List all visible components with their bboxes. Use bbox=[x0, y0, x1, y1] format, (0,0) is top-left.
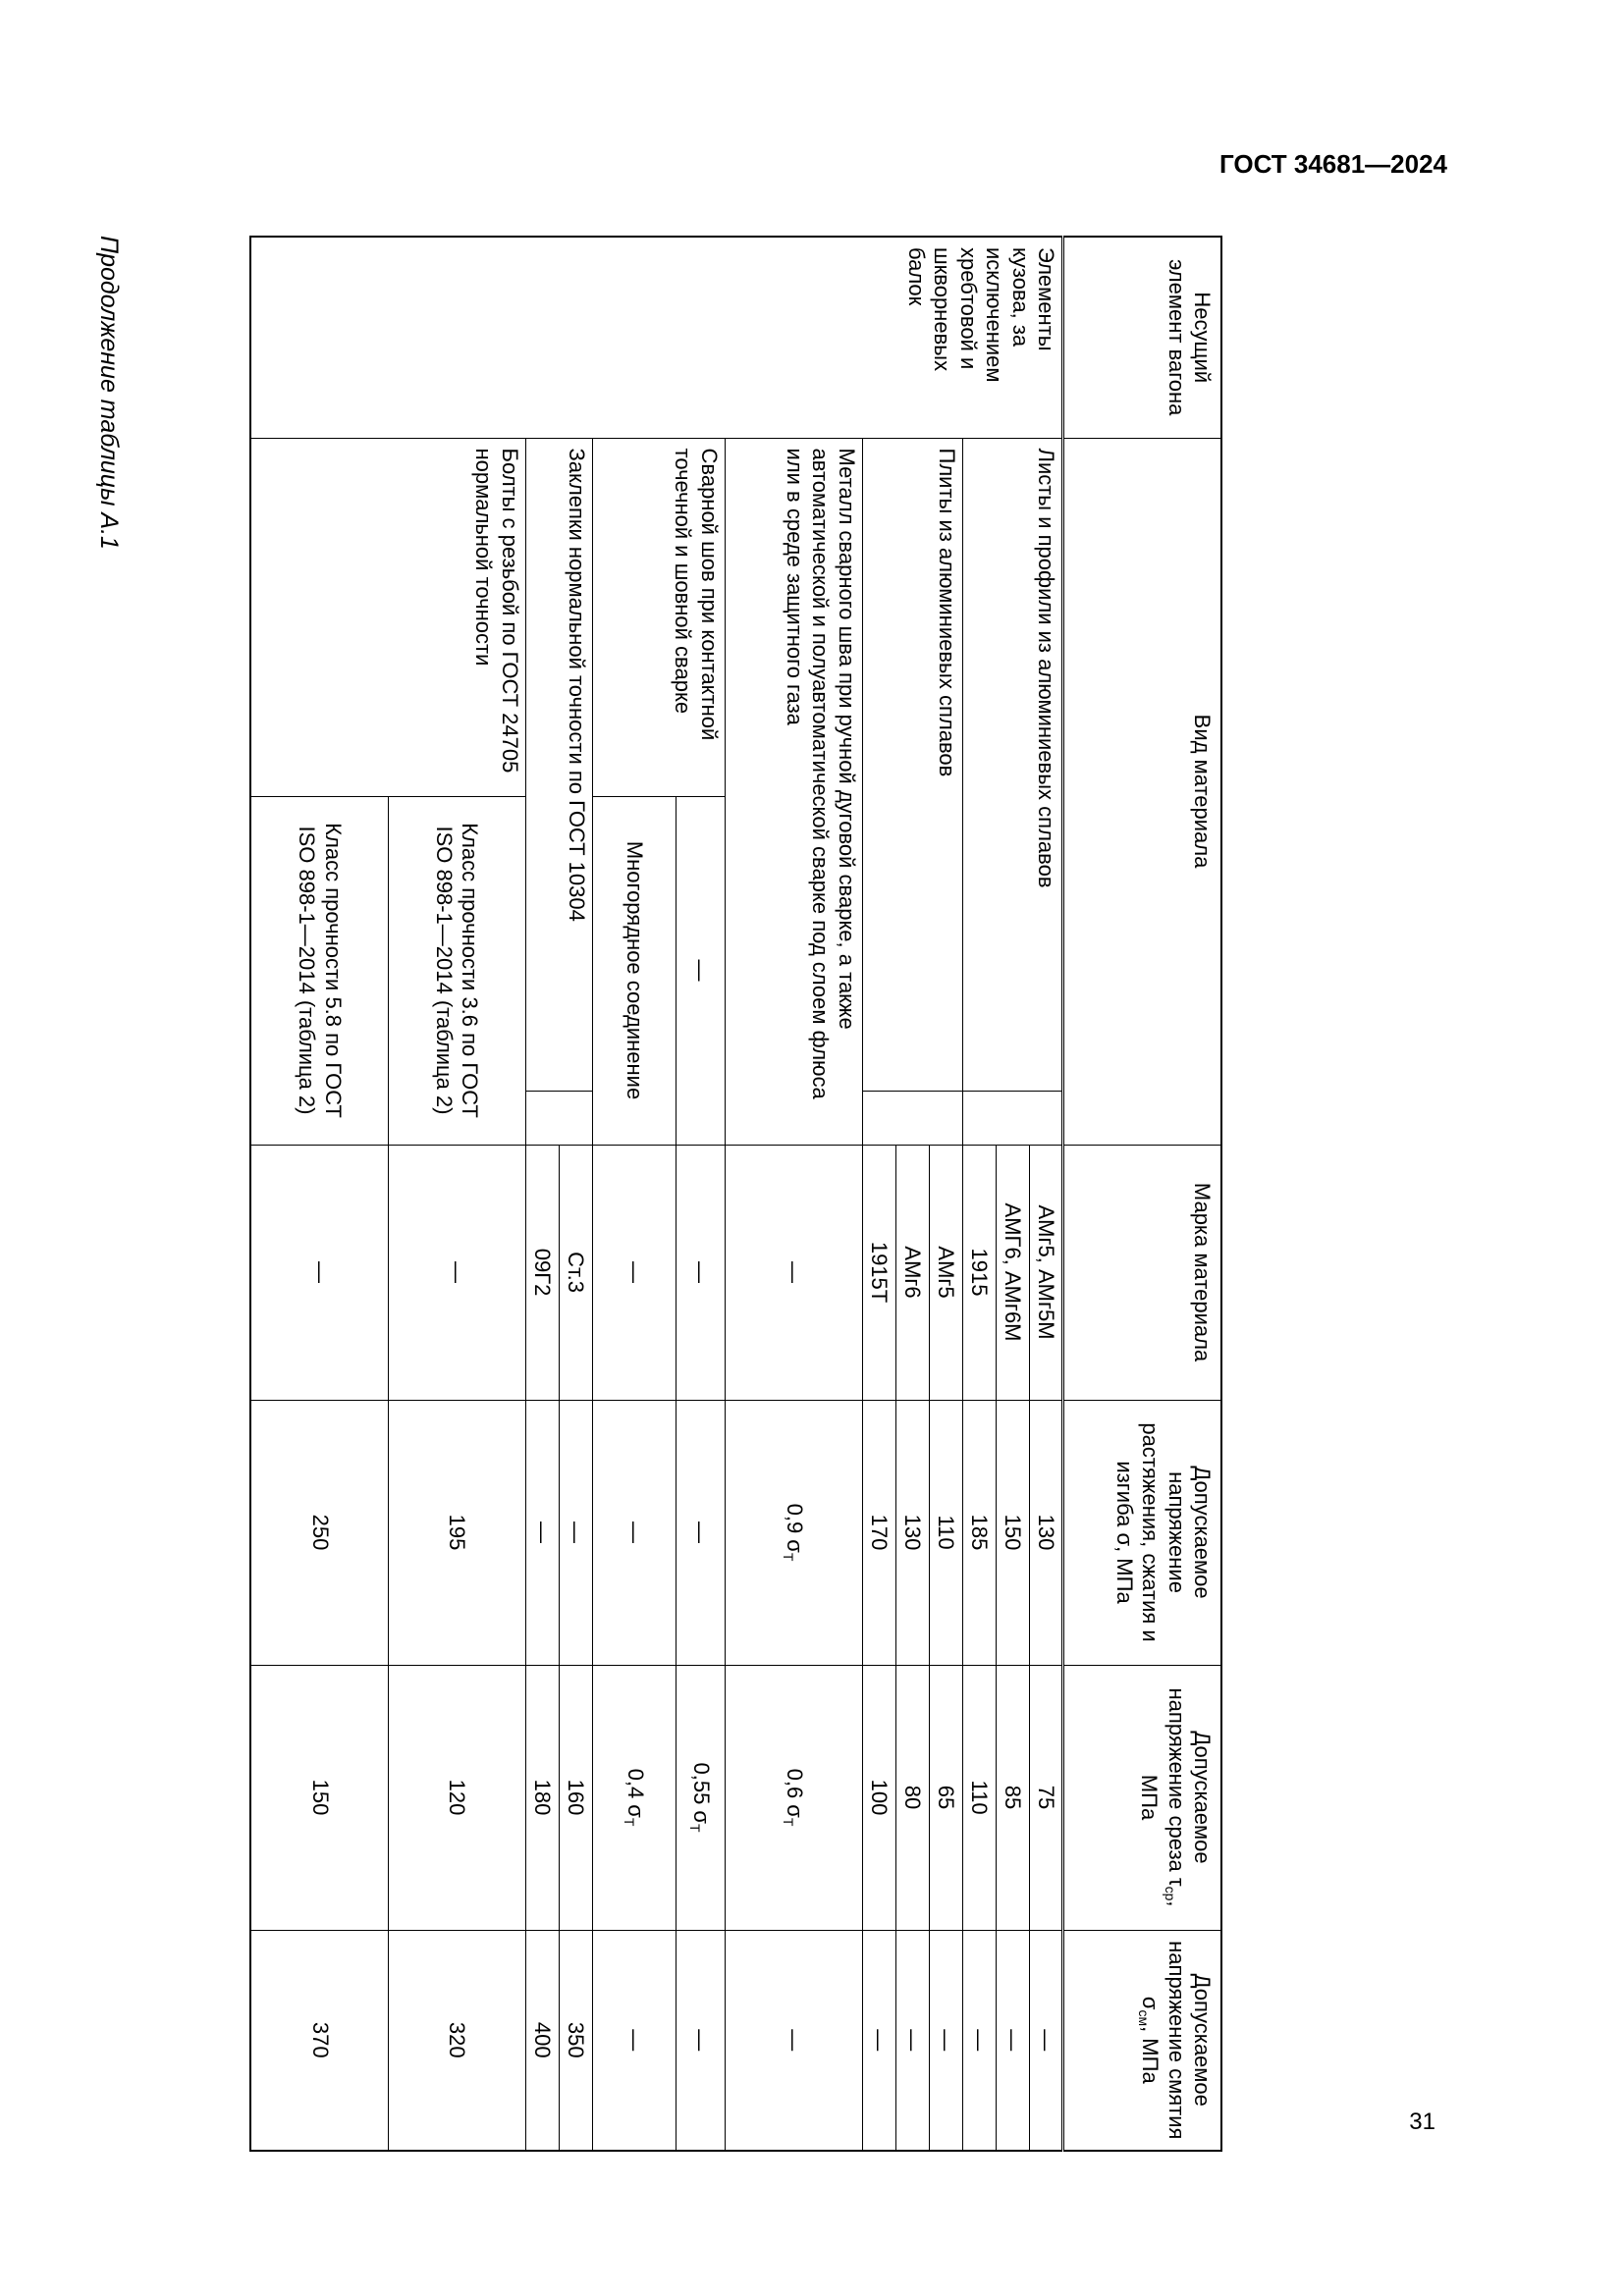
tension-cell: 185 bbox=[962, 1400, 996, 1665]
tension-cell: — bbox=[559, 1400, 592, 1665]
grade-cell: — bbox=[250, 1145, 388, 1400]
document-code: ГОСТ 34681—2024 bbox=[1219, 149, 1447, 179]
grade-cell: — bbox=[676, 1145, 725, 1400]
grade-cell: — bbox=[388, 1145, 525, 1400]
header-tension: Допускаемое напряжение растяжения, сжатия и изгиба σ, МПа bbox=[1063, 1400, 1222, 1665]
header-bearing: Допускаемое напряжение смятия $\sigma_{см}$, МПа bbox=[1063, 1930, 1222, 2151]
grade-cell: 09Г2 bbox=[525, 1145, 559, 1400]
header-element: Несущий элемент вагона bbox=[1063, 237, 1222, 438]
shear-cell: 65 bbox=[929, 1665, 962, 1930]
sub-kind-cell: Класс прочности 3.6 по ГОСТ ISO 898-1—2014 (таблица 2) bbox=[388, 796, 525, 1145]
shear-cell: 110 bbox=[962, 1665, 996, 1930]
bearing-cell: — bbox=[962, 1930, 996, 2151]
tension-cell: — bbox=[525, 1400, 559, 1665]
tension-cell: 110 bbox=[929, 1400, 962, 1665]
shear-cell: 0,4 $\sigma_Т$ bbox=[592, 1665, 676, 1930]
tension-cell: 195 bbox=[388, 1400, 525, 1665]
kind-plates: Плиты из алюминиевых сплавов bbox=[862, 438, 962, 1091]
spacer-cell bbox=[962, 1091, 1062, 1145]
header-kind: Вид материала bbox=[1063, 438, 1222, 1145]
grade-cell: АМг6 bbox=[895, 1145, 929, 1400]
grade-cell: 1915 bbox=[962, 1145, 996, 1400]
tension-cell: 130 bbox=[1029, 1400, 1062, 1665]
tension-cell: 250 bbox=[250, 1400, 388, 1665]
kind-weld-metal: Металл сварного шва при ручной дуговой сварке, а также автоматической и полуавтоматической сварке под слоем флюса или в среде защитного газа bbox=[725, 438, 862, 1145]
header-shear: Допускаемое напряжение среза $\tau_{ср}$, МПа bbox=[1063, 1665, 1222, 1930]
tension-cell: — bbox=[676, 1400, 725, 1665]
grade-cell: — bbox=[725, 1145, 862, 1400]
bearing-cell: 350 bbox=[559, 1930, 592, 2151]
bearing-cell: — bbox=[996, 1930, 1029, 2151]
tension-cell: 170 bbox=[862, 1400, 895, 1665]
shear-cell: 85 bbox=[996, 1665, 1029, 1930]
table-row bbox=[929, 237, 962, 2151]
element-cell: Элементы кузова, за исключением хребтовой и шкворневых балок bbox=[250, 237, 1062, 438]
bearing-cell: — bbox=[1029, 1930, 1062, 2151]
grade-cell: Ст.3 bbox=[559, 1145, 592, 1400]
table-row bbox=[676, 237, 725, 2151]
shear-cell: 120 bbox=[388, 1665, 525, 1930]
bearing-cell: 370 bbox=[250, 1930, 388, 2151]
bearing-cell: — bbox=[929, 1930, 962, 2151]
tension-cell: 130 bbox=[895, 1400, 929, 1665]
shear-cell: 100 bbox=[862, 1665, 895, 1930]
kind-rivets: Заклепки нормальной точности по ГОСТ 10304 bbox=[525, 438, 592, 1091]
table-row bbox=[388, 237, 525, 2151]
table-header-row bbox=[1063, 237, 1222, 2151]
header-grade: Марка материала bbox=[1063, 1145, 1222, 1400]
grade-cell: АМг5, АМг5М bbox=[1029, 1145, 1062, 1400]
grade-cell: АМг5 bbox=[929, 1145, 962, 1400]
bearing-cell: — bbox=[725, 1930, 862, 2151]
kind-sheets: Листы и профили из алюминиевых сплавов bbox=[962, 438, 1062, 1091]
table-row bbox=[1029, 237, 1062, 2151]
table-caption: Продолжение таблицы А.1 bbox=[95, 236, 123, 550]
bearing-cell: 400 bbox=[525, 1930, 559, 2151]
sub-kind-cell: Многорядное соединение bbox=[592, 796, 676, 1145]
grade-cell: 1915Т bbox=[862, 1145, 895, 1400]
shear-cell: 75 bbox=[1029, 1665, 1062, 1930]
kind-bolts: Болты с резьбой по ГОСТ 24705 нормальной точности bbox=[250, 438, 525, 796]
bearing-cell: 320 bbox=[388, 1930, 525, 2151]
kind-spot-weld: Сварной шов при контактной точечной и шовной сварке bbox=[592, 438, 725, 796]
table-row bbox=[559, 237, 592, 2151]
rotated-table-block bbox=[95, 236, 1222, 2140]
shear-cell: 150 bbox=[250, 1665, 388, 1930]
grade-cell: АМГ6, АМг6М bbox=[996, 1145, 1029, 1400]
shear-cell: 0,6 $\sigma_Т$ bbox=[725, 1665, 862, 1930]
bearing-cell: — bbox=[862, 1930, 895, 2151]
shear-cell: 160 bbox=[559, 1665, 592, 1930]
bearing-cell: — bbox=[676, 1930, 725, 2151]
tension-cell: — bbox=[592, 1400, 676, 1665]
table-row bbox=[725, 237, 862, 2151]
sub-kind-cell: — bbox=[676, 796, 725, 1145]
grade-cell: — bbox=[592, 1145, 676, 1400]
bearing-cell: — bbox=[895, 1930, 929, 2151]
shear-cell: 80 bbox=[895, 1665, 929, 1930]
page-number: 31 bbox=[1409, 2109, 1435, 2135]
tension-cell: 0,9 $\sigma_Т$ bbox=[725, 1400, 862, 1665]
allowable-stress-table bbox=[249, 236, 1222, 2152]
shear-cell: 180 bbox=[525, 1665, 559, 1930]
shear-cell: 0,55 $\sigma_Т$ bbox=[676, 1665, 725, 1930]
tension-cell: 150 bbox=[996, 1400, 1029, 1665]
spacer-cell bbox=[862, 1091, 962, 1145]
bearing-cell: — bbox=[592, 1930, 676, 2151]
spacer-cell bbox=[525, 1091, 592, 1145]
sub-kind-cell: Класс прочности 5.8 по ГОСТ ISO 898-1—2014 (таблица 2) bbox=[250, 796, 388, 1145]
